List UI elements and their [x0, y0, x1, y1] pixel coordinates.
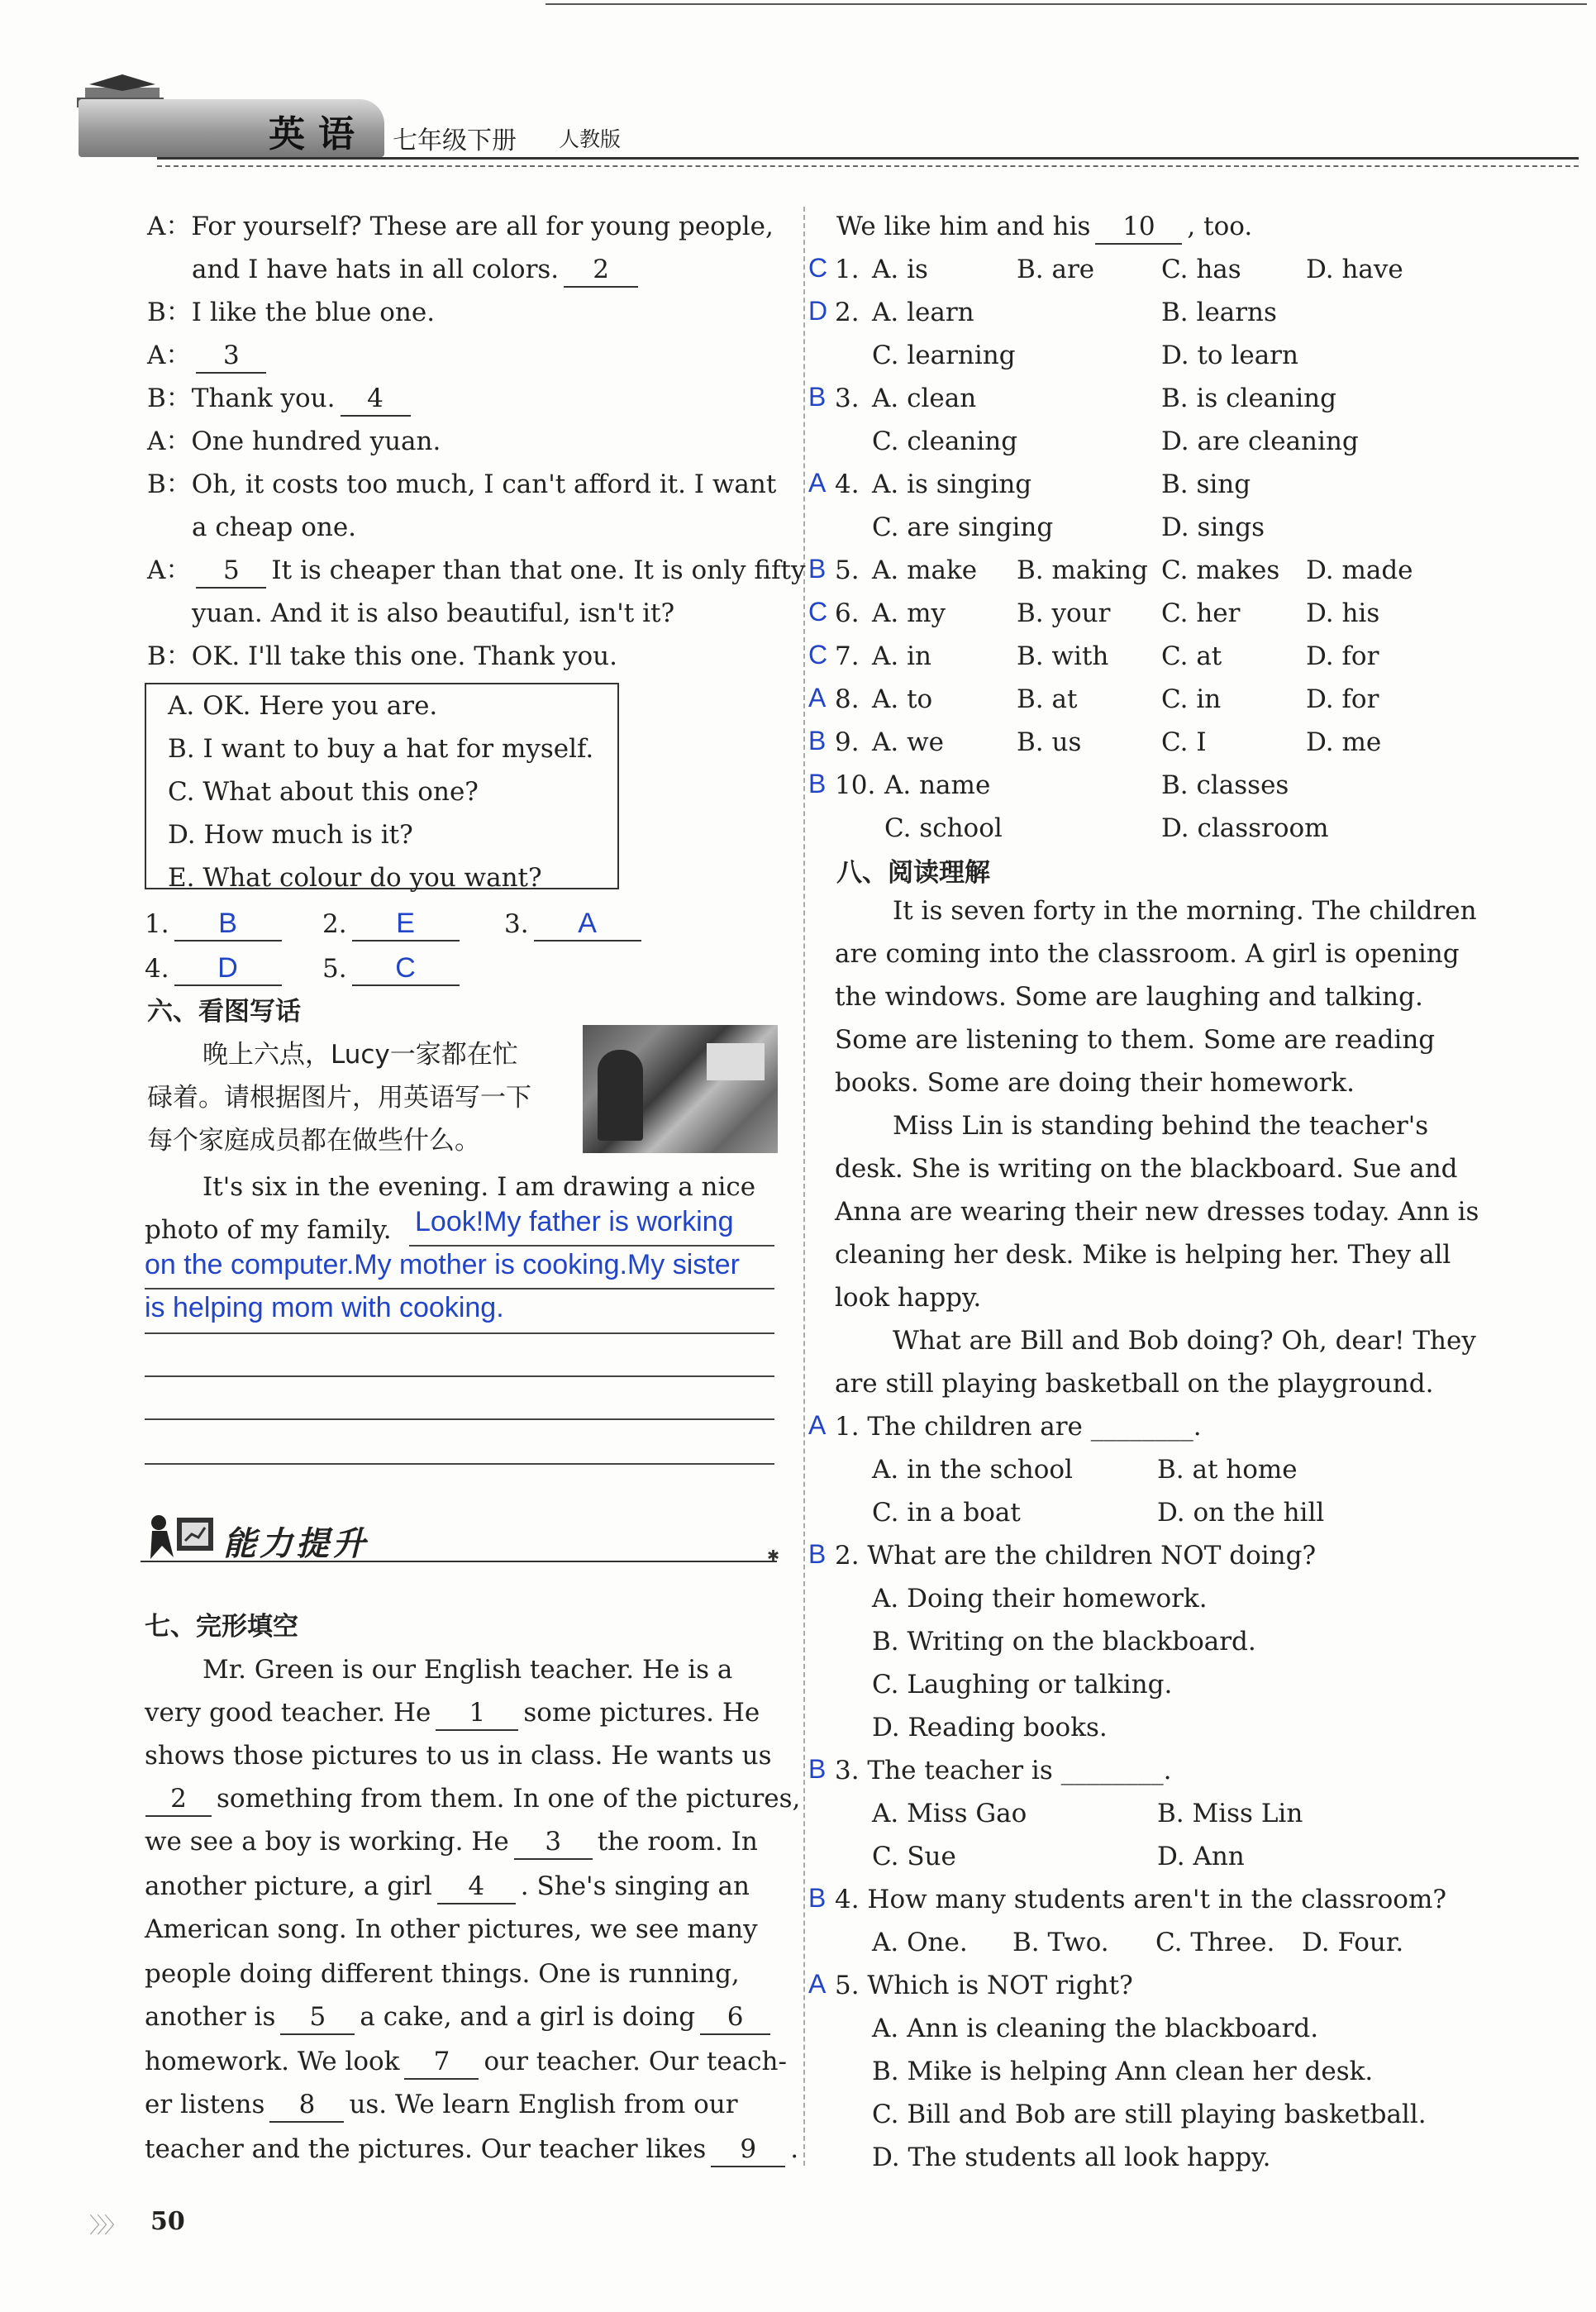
option[interactable]: C. at — [1161, 641, 1222, 671]
instruction-text: 碌着。请根据图片，用英语写一下 — [147, 1083, 531, 1113]
passage-line: It is seven forty in the morning. The children — [893, 896, 1477, 926]
blank-2[interactable]: 2 — [564, 253, 638, 288]
answer-blank[interactable]: C — [352, 951, 460, 986]
answer-blank[interactable]: E — [352, 907, 460, 941]
option[interactable]: A. in — [872, 641, 931, 671]
instruction-text: 晚上六点，Lucy一家都在忙 — [202, 1040, 518, 1070]
option[interactable]: D. for — [1306, 641, 1379, 671]
option[interactable]: A. we — [872, 727, 944, 757]
question-number: 5. — [835, 555, 860, 585]
option[interactable]: C. has — [1161, 255, 1241, 284]
answer-mark: B — [808, 1754, 827, 1784]
answer-mark: B — [808, 382, 827, 412]
option[interactable]: B. are — [1017, 255, 1095, 284]
cloze-text: teacher and the pictures. Our teacher likes 9 . — [145, 2128, 798, 2171]
passage-line: Miss Lin is standing behind the teacher's — [893, 1111, 1429, 1141]
option[interactable]: A. name — [884, 770, 991, 800]
option[interactable]: A. Doing their homework. — [872, 1584, 1208, 1614]
handwritten-answer: is helping mom with cooking. — [145, 1292, 504, 1323]
option[interactable]: A. Miss Gao — [872, 1799, 1027, 1828]
family-photo — [583, 1025, 778, 1153]
option[interactable]: B. Two. — [1012, 1928, 1109, 1957]
cloze-blank[interactable]: 3 — [514, 1825, 593, 1860]
cloze-text: shows those pictures to us in class. He wants us — [145, 1741, 772, 1771]
answer-mark: D — [808, 296, 828, 326]
cloze-text: we see a boy is working. He 3 the room. In — [145, 1820, 758, 1863]
cloze-blank[interactable]: 4 — [437, 1870, 516, 1904]
writing-line — [145, 1375, 774, 1377]
answer-mark: B — [808, 726, 827, 756]
column-divider — [803, 207, 805, 2166]
option[interactable]: C. Three. — [1155, 1928, 1275, 1957]
option[interactable]: B. Mike is helping Ann clean her desk. — [872, 2057, 1374, 2086]
dialogue-line: a cheap one. — [192, 512, 357, 542]
option[interactable]: A. clean — [872, 384, 977, 413]
option[interactable]: D. classroom — [1161, 813, 1329, 843]
question-text: 3. The teacher is ________. — [835, 1756, 1172, 1785]
page-number: 50 — [150, 2207, 185, 2236]
option[interactable]: D. Four. — [1302, 1928, 1404, 1957]
option[interactable]: D. to learn — [1161, 341, 1298, 370]
cloze-text: er listens 8 us. We learn English from our — [145, 2083, 738, 2126]
option[interactable]: D. sings — [1161, 512, 1265, 542]
option[interactable]: D. his — [1306, 598, 1380, 628]
question-text: 4. How many students aren't in the classroom? — [835, 1885, 1446, 1914]
option[interactable]: B. with — [1017, 641, 1109, 671]
top-rule — [545, 3, 1587, 5]
dialogue-line: and I have hats in all colors. 2 — [192, 248, 643, 291]
option[interactable]: B. Writing on the blackboard. — [872, 1627, 1256, 1657]
option[interactable]: A. make — [872, 555, 978, 585]
option[interactable]: C. Laughing or talking. — [872, 1670, 1173, 1699]
option[interactable]: C. in — [1161, 684, 1222, 714]
cloze-blank[interactable]: 1 — [436, 1696, 518, 1731]
cloze-text: homework. We look 7 our teacher. Our teach- — [145, 2040, 787, 2083]
question-number: 6. — [835, 598, 860, 628]
writing-line — [145, 1463, 774, 1465]
option[interactable]: A. is singing — [872, 470, 1032, 499]
dialogue-line: B：I like the blue one. — [147, 298, 436, 327]
option[interactable]: D. are cleaning — [1161, 427, 1359, 456]
answer-mark: A — [808, 1969, 827, 1999]
option[interactable]: A. Ann is cleaning the blackboard. — [872, 2014, 1319, 2043]
option[interactable]: A. to — [872, 684, 933, 714]
option[interactable]: B. classes — [1161, 770, 1289, 800]
answer-mark: C — [808, 597, 828, 627]
header-dashed-rule — [157, 165, 1579, 167]
option[interactable]: B. at home — [1157, 1455, 1298, 1485]
option[interactable]: D. me — [1306, 727, 1382, 757]
option[interactable]: D. Ann — [1157, 1842, 1245, 1871]
question-number: 3. — [835, 384, 860, 413]
question-text: 1. The children are ________. — [835, 1412, 1202, 1442]
option[interactable]: A. is — [872, 255, 928, 284]
cloze-text: very good teacher. He 1 some pictures. He — [145, 1691, 760, 1734]
cloze-text: We like him and his 10 , too. — [836, 205, 1252, 248]
cloze-text: people doing different things. One is running, — [145, 1959, 740, 1989]
option[interactable]: B. making — [1017, 555, 1148, 585]
subject-title: 英语 — [269, 113, 368, 155]
dialogue-line: B：Oh, it costs too much, I can't afford it. I want — [147, 470, 777, 499]
option[interactable]: D. have — [1306, 255, 1403, 284]
answer-blank[interactable]: D — [174, 951, 282, 986]
question-text: 5. Which is NOT right? — [835, 1971, 1133, 2000]
option[interactable]: C. I — [1161, 727, 1207, 757]
answer-mark: B — [808, 1883, 827, 1913]
option[interactable]: D. made — [1306, 555, 1413, 585]
svg-text:✱: ✱ — [767, 1547, 780, 1565]
passage-line: are coming into the classroom. A girl is opening — [835, 939, 1460, 969]
answer-blank[interactable]: A — [534, 907, 641, 941]
answer-mark: A — [808, 683, 827, 713]
options-box — [145, 683, 619, 893]
option[interactable]: B. at — [1017, 684, 1078, 714]
answer-mark: B — [808, 1539, 827, 1569]
passage-line: are still playing basketball on the playground. — [835, 1369, 1434, 1399]
answer-item: 2. E — [322, 903, 465, 946]
passage-line: What are Bill and Bob doing? Oh, dear! They — [893, 1326, 1476, 1356]
passage-line: cleaning her desk. Mike is helping her. They all — [835, 1240, 1451, 1270]
edition-label: 人教版 — [559, 127, 622, 151]
page-header — [0, 0, 1596, 190]
answer-item: 3. A — [504, 903, 646, 946]
section-title: 六、看图写话 — [147, 997, 301, 1027]
option[interactable]: A. my — [872, 598, 946, 628]
cloze-blank[interactable]: 7 — [404, 2045, 479, 2080]
dialogue-line: A： 5 It is cheaper than that one. It is only fifty — [147, 549, 806, 592]
option[interactable]: C. in a boat — [872, 1498, 1021, 1528]
option[interactable]: D. for — [1306, 684, 1379, 714]
dialogue-line: B：OK. I'll take this one. Thank you. — [147, 641, 617, 671]
option-item: E. What colour do you want? — [168, 863, 542, 893]
option[interactable]: C. her — [1161, 598, 1241, 628]
cloze-text: 2 something from them. In one of the pictures, — [141, 1777, 800, 1820]
blank-5[interactable]: 5 — [196, 554, 266, 589]
grade-label: 七年级下册 — [393, 126, 517, 155]
option[interactable]: C. are singing — [872, 512, 1054, 542]
blank-4[interactable]: 4 — [341, 382, 411, 417]
option[interactable]: B. learns — [1161, 298, 1277, 327]
writing-text: It's six in the evening. I am drawing a nice — [202, 1172, 756, 1202]
cloze-text: Mr. Green is our English teacher. He is a — [202, 1655, 733, 1685]
handwritten-answer: on the computer.My mother is cooking.My sister — [145, 1249, 740, 1280]
answer-mark: B — [808, 769, 827, 798]
dialogue-line: A： 3 — [147, 334, 271, 377]
option[interactable]: D. The students all look happy. — [872, 2143, 1271, 2172]
answer-blank[interactable]: B — [174, 907, 282, 941]
option[interactable]: C. Sue — [872, 1842, 956, 1871]
cloze-text: another is 5 a cake, and a girl is doing 6 — [145, 1995, 775, 2038]
photo-window — [707, 1043, 765, 1080]
cloze-blank[interactable]: 5 — [280, 2000, 355, 2035]
passage-line: look happy. — [835, 1283, 982, 1313]
option[interactable]: C. makes — [1161, 555, 1280, 585]
section-title: 八、阅读理解 — [836, 858, 990, 888]
dialogue-line: A：For yourself? These are all for young people, — [147, 212, 774, 241]
option-item: A. OK. Here you are. — [168, 691, 438, 721]
question-number: 2. — [835, 298, 860, 327]
question-number: 10. — [835, 770, 876, 800]
question-number: 4. — [835, 470, 860, 499]
answer-item: 5. C — [322, 947, 465, 990]
banner-rule — [141, 1561, 777, 1562]
question-number: 7. — [835, 641, 860, 671]
option[interactable]: D. Reading books. — [872, 1713, 1108, 1742]
dialogue-line: A：One hundred yuan. — [147, 427, 441, 456]
photo-person — [598, 1050, 643, 1141]
cloze-blank[interactable]: 6 — [700, 2000, 770, 2035]
blank-3[interactable]: 3 — [196, 339, 266, 374]
option[interactable]: B. your — [1017, 598, 1111, 628]
option[interactable]: B. sing — [1161, 470, 1251, 499]
question-number: 8. — [835, 684, 860, 714]
writing-line — [145, 1418, 774, 1420]
answer-mark: A — [808, 468, 827, 498]
passage-line: the windows. Some are laughing and talking. — [835, 982, 1423, 1012]
answer-mark: C — [808, 253, 828, 283]
option[interactable]: B. is cleaning — [1161, 384, 1336, 413]
answer-item: 1. B — [145, 903, 287, 946]
option[interactable]: A. One. — [872, 1928, 968, 1957]
answer-item: 4. D — [145, 947, 287, 990]
passage-line: Anna are wearing their new dresses today. Ann is — [835, 1197, 1479, 1227]
cloze-text: another picture, a girl 4 . She's singing an — [145, 1865, 750, 1908]
cloze-blank[interactable]: 2 — [145, 1782, 212, 1817]
option[interactable]: C. school — [884, 813, 1003, 843]
handwritten-answer: Look!My father is working — [415, 1206, 734, 1237]
passage-line: desk. She is writing on the blackboard. Sue and — [835, 1154, 1458, 1184]
option[interactable]: D. on the hill — [1157, 1498, 1325, 1528]
header-rule — [157, 157, 1579, 160]
answer-mark: B — [808, 554, 827, 584]
option[interactable]: A. learn — [872, 298, 974, 327]
answer-mark: C — [808, 640, 828, 670]
option-item: D. How much is it? — [168, 820, 413, 850]
cloze-blank[interactable]: 9 — [711, 2133, 785, 2167]
passage-line: books. Some are doing their homework. — [835, 1068, 1355, 1098]
option[interactable]: B. Miss Lin — [1157, 1799, 1303, 1828]
banner-title: 能力提升 — [223, 1525, 369, 1563]
option[interactable]: A. in the school — [872, 1455, 1073, 1485]
cloze-text: American song. In other pictures, we see many — [145, 1914, 758, 1944]
question-number: 1. — [835, 255, 860, 284]
option[interactable]: B. us — [1017, 727, 1082, 757]
cloze-blank[interactable]: 8 — [269, 2088, 344, 2123]
question-number: 9. — [835, 727, 860, 757]
option-item: C. What about this one? — [168, 777, 479, 807]
option-item: B. I want to buy a hat for myself. — [168, 734, 594, 764]
passage-line: Some are listening to them. Some are reading — [835, 1025, 1436, 1055]
page-arrows-icon: 〉〉〉 — [89, 2214, 123, 2238]
instruction-text: 每个家庭成员都在做些什么。 — [147, 1126, 480, 1156]
option[interactable]: C. learning — [872, 341, 1016, 370]
section-title: 七、完形填空 — [145, 1612, 298, 1642]
writing-line — [145, 1332, 774, 1334]
dialogue-line: yuan. And it is also beautiful, isn't it? — [192, 598, 675, 628]
writing-text: photo of my family. — [145, 1215, 392, 1245]
option[interactable]: C. Bill and Bob are still playing basketball. — [872, 2100, 1427, 2129]
answer-mark: A — [808, 1410, 827, 1440]
option[interactable]: C. cleaning — [872, 427, 1018, 456]
cloze-blank[interactable]: 10 — [1095, 210, 1182, 245]
question-text: 2. What are the children NOT doing? — [835, 1541, 1317, 1571]
dialogue-line: B：Thank you. 4 — [147, 377, 416, 420]
